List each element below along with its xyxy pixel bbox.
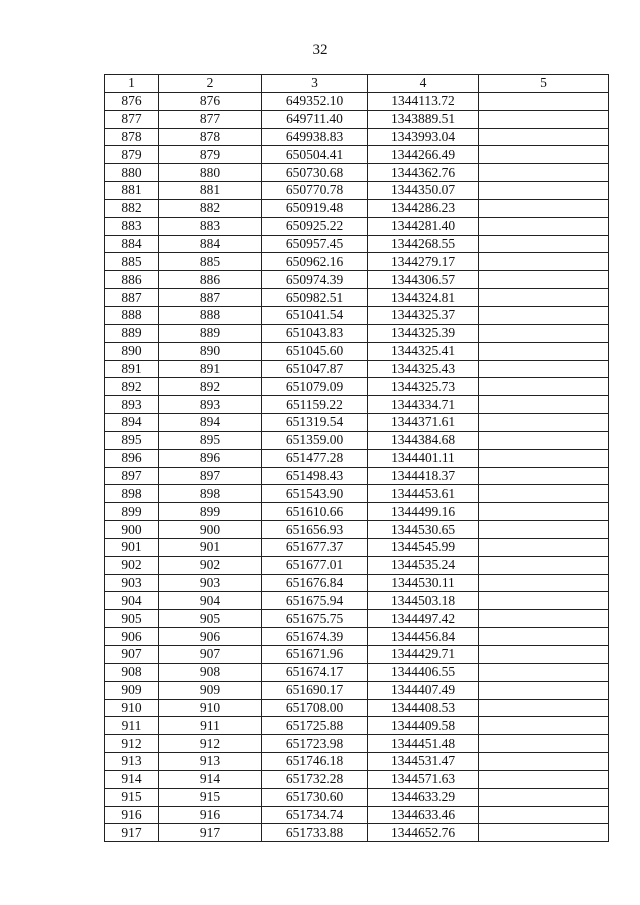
table-row: [105, 182, 609, 200]
point-id-cell: 884: [159, 235, 262, 253]
point-id-cell: 897: [159, 467, 262, 485]
point-number-cell: 916: [105, 806, 159, 824]
point-number-cell: 896: [105, 449, 159, 467]
point-id-cell: 896: [159, 449, 262, 467]
point-number-cell: 908: [105, 663, 159, 681]
note-cell: [479, 574, 609, 592]
note-cell: [479, 289, 609, 307]
table-row: [105, 788, 609, 806]
table-row: [105, 271, 609, 289]
point-id-cell: 889: [159, 324, 262, 342]
coord-y-cell: 1344535.24: [368, 556, 479, 574]
point-id-cell: 913: [159, 753, 262, 771]
coord-y-cell: 1344286.23: [368, 199, 479, 217]
coord-y-cell: 1344453.61: [368, 485, 479, 503]
point-id-cell: 885: [159, 253, 262, 271]
point-id-cell: 915: [159, 788, 262, 806]
note-cell: [479, 824, 609, 842]
point-id-cell: 911: [159, 717, 262, 735]
point-id-cell: 877: [159, 110, 262, 128]
column-header-1: 1: [105, 75, 159, 93]
coord-y-cell: 1344407.49: [368, 681, 479, 699]
column-header-4: 4: [368, 75, 479, 93]
note-cell: [479, 199, 609, 217]
coord-x-cell: 651708.00: [262, 699, 368, 717]
note-cell: [479, 182, 609, 200]
note-cell: [479, 324, 609, 342]
note-cell: [479, 753, 609, 771]
note-cell: [479, 735, 609, 753]
table-row: [105, 431, 609, 449]
coord-x-cell: 651690.17: [262, 681, 368, 699]
table-row: [105, 681, 609, 699]
coord-y-cell: 1344418.37: [368, 467, 479, 485]
table-row: [105, 556, 609, 574]
coord-x-cell: 650974.39: [262, 271, 368, 289]
note-cell: [479, 414, 609, 432]
coord-x-cell: 651677.01: [262, 556, 368, 574]
point-number-cell: 891: [105, 360, 159, 378]
point-id-cell: 883: [159, 217, 262, 235]
coord-y-cell: 1344451.48: [368, 735, 479, 753]
note-cell: [479, 342, 609, 360]
point-number-cell: 884: [105, 235, 159, 253]
table-row: [105, 199, 609, 217]
note-cell: [479, 806, 609, 824]
point-id-cell: 900: [159, 521, 262, 539]
coord-y-cell: 1344281.40: [368, 217, 479, 235]
coord-x-cell: 651732.28: [262, 770, 368, 788]
point-number-cell: 915: [105, 788, 159, 806]
coord-x-cell: 649711.40: [262, 110, 368, 128]
point-number-cell: 887: [105, 289, 159, 307]
point-number-cell: 877: [105, 110, 159, 128]
point-id-cell: 887: [159, 289, 262, 307]
coord-y-cell: 1344113.72: [368, 92, 479, 110]
table-row: [105, 164, 609, 182]
point-id-cell: 910: [159, 699, 262, 717]
point-number-cell: 883: [105, 217, 159, 235]
coord-y-cell: 1343889.51: [368, 110, 479, 128]
column-header-2: 2: [159, 75, 262, 93]
coord-x-cell: 650919.48: [262, 199, 368, 217]
note-cell: [479, 717, 609, 735]
point-number-cell: 881: [105, 182, 159, 200]
coord-y-cell: 1344384.68: [368, 431, 479, 449]
note-cell: [479, 788, 609, 806]
point-id-cell: 881: [159, 182, 262, 200]
coord-y-cell: 1344325.73: [368, 378, 479, 396]
coord-x-cell: 651498.43: [262, 467, 368, 485]
point-id-cell: 893: [159, 396, 262, 414]
point-number-cell: 909: [105, 681, 159, 699]
point-number-cell: 892: [105, 378, 159, 396]
coord-x-cell: 651734.74: [262, 806, 368, 824]
point-id-cell: 904: [159, 592, 262, 610]
point-number-cell: 894: [105, 414, 159, 432]
note-cell: [479, 146, 609, 164]
coord-y-cell: 1344409.58: [368, 717, 479, 735]
point-id-cell: 899: [159, 503, 262, 521]
note-cell: [479, 681, 609, 699]
table-row: [105, 592, 609, 610]
coord-x-cell: 651656.93: [262, 521, 368, 539]
table-row: [105, 110, 609, 128]
coord-y-cell: 1344266.49: [368, 146, 479, 164]
point-number-cell: 888: [105, 306, 159, 324]
note-cell: [479, 271, 609, 289]
coord-y-cell: 1344499.16: [368, 503, 479, 521]
table-row: [105, 306, 609, 324]
note-cell: [479, 699, 609, 717]
table-row: [105, 146, 609, 164]
table-row: [105, 717, 609, 735]
point-id-cell: 894: [159, 414, 262, 432]
note-cell: [479, 628, 609, 646]
note-cell: [479, 467, 609, 485]
table-row: [105, 378, 609, 396]
table-row: [105, 467, 609, 485]
coord-x-cell: 650770.78: [262, 182, 368, 200]
coord-x-cell: 651319.54: [262, 414, 368, 432]
note-cell: [479, 164, 609, 182]
table-row: [105, 521, 609, 539]
coord-x-cell: 650925.22: [262, 217, 368, 235]
table-body: [105, 92, 609, 841]
note-cell: [479, 128, 609, 146]
point-number-cell: 895: [105, 431, 159, 449]
coord-x-cell: 651079.09: [262, 378, 368, 396]
coord-y-cell: 1344325.39: [368, 324, 479, 342]
coord-y-cell: 1343993.04: [368, 128, 479, 146]
point-number-cell: 898: [105, 485, 159, 503]
table-row: [105, 574, 609, 592]
coord-y-cell: 1344530.65: [368, 521, 479, 539]
point-id-cell: 890: [159, 342, 262, 360]
table-row: [105, 449, 609, 467]
point-id-cell: 879: [159, 146, 262, 164]
table-row: [105, 503, 609, 521]
coord-x-cell: 651041.54: [262, 306, 368, 324]
note-cell: [479, 663, 609, 681]
point-id-cell: 917: [159, 824, 262, 842]
note-cell: [479, 503, 609, 521]
point-id-cell: 898: [159, 485, 262, 503]
point-number-cell: 886: [105, 271, 159, 289]
coord-y-cell: 1344633.46: [368, 806, 479, 824]
point-id-cell: 916: [159, 806, 262, 824]
table-row: [105, 663, 609, 681]
table-row: [105, 753, 609, 771]
coord-x-cell: 651725.88: [262, 717, 368, 735]
coord-y-cell: 1344279.17: [368, 253, 479, 271]
coord-x-cell: 651674.39: [262, 628, 368, 646]
table-row: [105, 538, 609, 556]
point-number-cell: 878: [105, 128, 159, 146]
point-number-cell: 899: [105, 503, 159, 521]
coord-x-cell: 651477.28: [262, 449, 368, 467]
point-id-cell: 882: [159, 199, 262, 217]
point-number-cell: 905: [105, 610, 159, 628]
coord-y-cell: 1344503.18: [368, 592, 479, 610]
note-cell: [479, 396, 609, 414]
point-id-cell: 903: [159, 574, 262, 592]
coord-x-cell: 651047.87: [262, 360, 368, 378]
table-row: [105, 824, 609, 842]
point-number-cell: 910: [105, 699, 159, 717]
point-id-cell: 906: [159, 628, 262, 646]
coord-y-cell: 1344325.41: [368, 342, 479, 360]
point-id-cell: 912: [159, 735, 262, 753]
coord-y-cell: 1344497.42: [368, 610, 479, 628]
coord-y-cell: 1344306.57: [368, 271, 479, 289]
coord-x-cell: 649938.83: [262, 128, 368, 146]
coord-x-cell: 651730.60: [262, 788, 368, 806]
point-number-cell: 913: [105, 753, 159, 771]
coord-x-cell: 651159.22: [262, 396, 368, 414]
coord-x-cell: 651676.84: [262, 574, 368, 592]
table-row: [105, 770, 609, 788]
table-row: [105, 360, 609, 378]
table-row: [105, 735, 609, 753]
coord-x-cell: 651045.60: [262, 342, 368, 360]
point-number-cell: 903: [105, 574, 159, 592]
coord-y-cell: 1344334.71: [368, 396, 479, 414]
point-id-cell: 892: [159, 378, 262, 396]
point-number-cell: 912: [105, 735, 159, 753]
note-cell: [479, 378, 609, 396]
coord-x-cell: 650982.51: [262, 289, 368, 307]
point-number-cell: 889: [105, 324, 159, 342]
point-number-cell: 911: [105, 717, 159, 735]
coord-y-cell: 1344371.61: [368, 414, 479, 432]
point-number-cell: 900: [105, 521, 159, 539]
table-row: [105, 610, 609, 628]
coord-x-cell: 651043.83: [262, 324, 368, 342]
coord-x-cell: 651675.94: [262, 592, 368, 610]
coord-y-cell: 1344406.55: [368, 663, 479, 681]
coordinates-table: [104, 74, 609, 842]
coord-x-cell: 650730.68: [262, 164, 368, 182]
column-header-3: 3: [262, 75, 368, 93]
coord-x-cell: 651723.98: [262, 735, 368, 753]
table-row: [105, 628, 609, 646]
coord-x-cell: 650957.45: [262, 235, 368, 253]
table-row: [105, 324, 609, 342]
point-id-cell: 907: [159, 646, 262, 664]
point-number-cell: 890: [105, 342, 159, 360]
note-cell: [479, 306, 609, 324]
point-number-cell: 893: [105, 396, 159, 414]
note-cell: [479, 449, 609, 467]
note-cell: [479, 521, 609, 539]
note-cell: [479, 556, 609, 574]
point-number-cell: 876: [105, 92, 159, 110]
table-row: [105, 217, 609, 235]
coord-x-cell: 651671.96: [262, 646, 368, 664]
point-id-cell: 902: [159, 556, 262, 574]
note-cell: [479, 110, 609, 128]
coord-y-cell: 1344652.76: [368, 824, 479, 842]
point-id-cell: 901: [159, 538, 262, 556]
coord-y-cell: 1344324.81: [368, 289, 479, 307]
point-id-cell: 914: [159, 770, 262, 788]
coord-x-cell: 651746.18: [262, 753, 368, 771]
table-row: [105, 646, 609, 664]
point-id-cell: 886: [159, 271, 262, 289]
coord-x-cell: 651674.17: [262, 663, 368, 681]
point-id-cell: 878: [159, 128, 262, 146]
note-cell: [479, 646, 609, 664]
point-id-cell: 908: [159, 663, 262, 681]
note-cell: [479, 92, 609, 110]
note-cell: [479, 431, 609, 449]
table-row: [105, 806, 609, 824]
page-number: 32: [312, 42, 328, 58]
point-number-cell: 907: [105, 646, 159, 664]
coord-y-cell: 1344268.55: [368, 235, 479, 253]
coord-y-cell: 1344350.07: [368, 182, 479, 200]
coord-x-cell: 649352.10: [262, 92, 368, 110]
note-cell: [479, 253, 609, 271]
point-number-cell: 904: [105, 592, 159, 610]
coord-x-cell: 651677.37: [262, 538, 368, 556]
column-header-5: 5: [479, 75, 609, 93]
coord-y-cell: 1344545.99: [368, 538, 479, 556]
table-row: [105, 289, 609, 307]
coord-x-cell: 650504.41: [262, 146, 368, 164]
table-row: [105, 342, 609, 360]
table-row: [105, 128, 609, 146]
note-cell: [479, 592, 609, 610]
table-row: [105, 485, 609, 503]
point-number-cell: 882: [105, 199, 159, 217]
table-row: [105, 396, 609, 414]
point-number-cell: 885: [105, 253, 159, 271]
coord-y-cell: 1344325.37: [368, 306, 479, 324]
header-row: [105, 75, 609, 93]
coord-x-cell: 651733.88: [262, 824, 368, 842]
table-row: [105, 253, 609, 271]
coord-y-cell: 1344571.63: [368, 770, 479, 788]
point-number-cell: 897: [105, 467, 159, 485]
coord-y-cell: 1344325.43: [368, 360, 479, 378]
point-id-cell: 891: [159, 360, 262, 378]
point-number-cell: 906: [105, 628, 159, 646]
point-number-cell: 901: [105, 538, 159, 556]
coord-y-cell: 1344408.53: [368, 699, 479, 717]
note-cell: [479, 360, 609, 378]
coord-y-cell: 1344362.76: [368, 164, 479, 182]
point-id-cell: 909: [159, 681, 262, 699]
point-number-cell: 902: [105, 556, 159, 574]
coord-x-cell: 651543.90: [262, 485, 368, 503]
point-id-cell: 895: [159, 431, 262, 449]
point-id-cell: 905: [159, 610, 262, 628]
point-id-cell: 880: [159, 164, 262, 182]
note-cell: [479, 235, 609, 253]
note-cell: [479, 610, 609, 628]
table-row: [105, 92, 609, 110]
table-row: [105, 235, 609, 253]
table-header: [105, 75, 609, 93]
point-id-cell: 888: [159, 306, 262, 324]
coord-y-cell: 1344633.29: [368, 788, 479, 806]
coord-x-cell: 651359.00: [262, 431, 368, 449]
note-cell: [479, 538, 609, 556]
table-row: [105, 414, 609, 432]
note-cell: [479, 485, 609, 503]
coord-x-cell: 651675.75: [262, 610, 368, 628]
note-cell: [479, 217, 609, 235]
point-number-cell: 879: [105, 146, 159, 164]
coord-x-cell: 651610.66: [262, 503, 368, 521]
coord-y-cell: 1344401.11: [368, 449, 479, 467]
coord-y-cell: 1344530.11: [368, 574, 479, 592]
point-id-cell: 876: [159, 92, 262, 110]
table-row: [105, 699, 609, 717]
coord-y-cell: 1344456.84: [368, 628, 479, 646]
point-number-cell: 917: [105, 824, 159, 842]
coord-y-cell: 1344429.71: [368, 646, 479, 664]
point-number-cell: 914: [105, 770, 159, 788]
point-number-cell: 880: [105, 164, 159, 182]
coord-x-cell: 650962.16: [262, 253, 368, 271]
coord-y-cell: 1344531.47: [368, 753, 479, 771]
note-cell: [479, 770, 609, 788]
